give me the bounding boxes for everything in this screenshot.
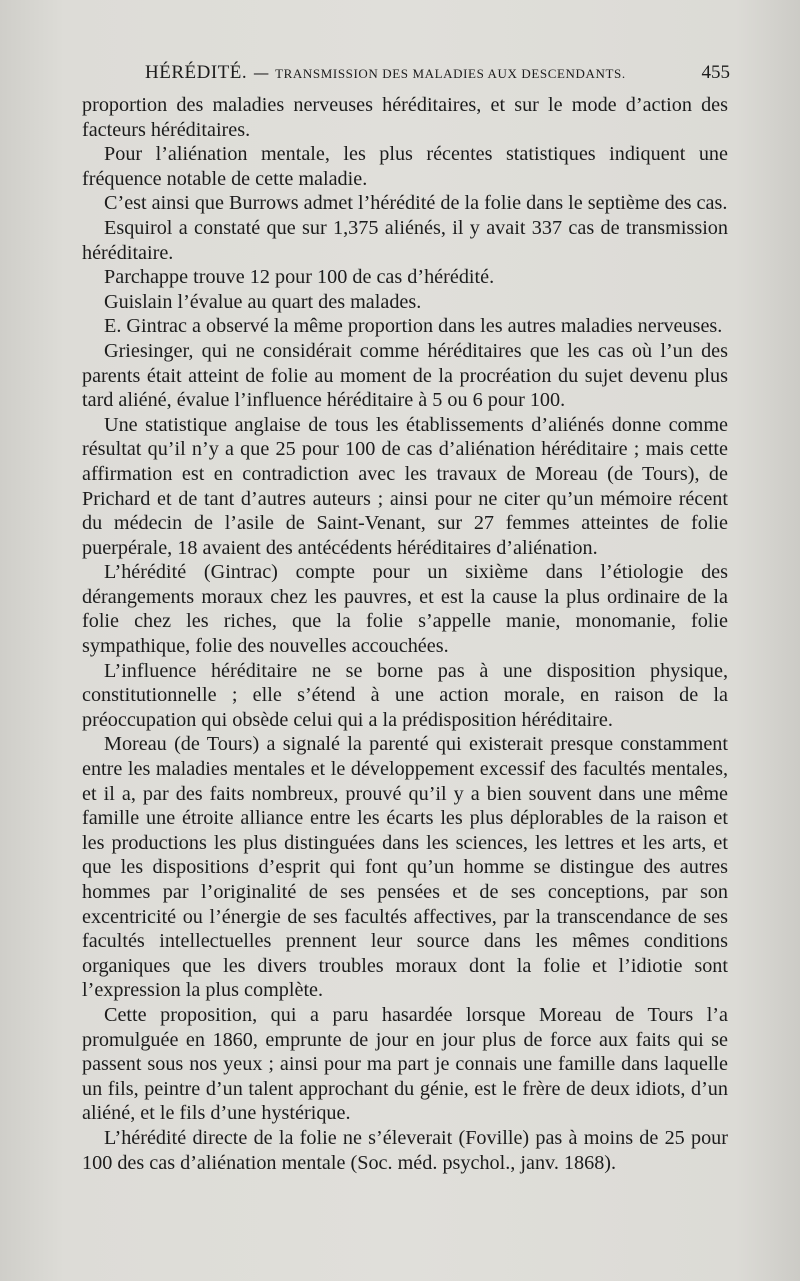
paragraph: proportion des maladies nerveuses héréditaires, et sur le mode d’action des facteurs héréditaires.	[82, 94, 728, 141]
paragraph: E. Gintrac a observé la même proportion dans les autres maladies nerveuses.	[104, 315, 723, 338]
paragraph: Esquirol a constaté que sur 1,375 aliénés, il y avait 337 cas de transmission héréditaire.	[82, 216, 728, 264]
paragraph: Pour l’aliénation mentale, les plus récentes statistiques indiquent une fréquence notable de cette maladie.	[82, 143, 728, 190]
paragraph: L’hérédité (Gintrac) compte pour un sixième dans l’étiologie des dérangements moraux chez les pauvres, et est la cause la plus ordinaire de la folie chez les riches, que la folie s’appelle manie, monomanie, folie sympathique, folie des nouvelles accouchées.	[82, 561, 728, 658]
header-dash: —	[253, 63, 270, 82]
paragraph: L’hérédité directe de la folie ne s’éleverait (Foville) pas à moins de 25 pour 100 des cas d’aliénation mentale (Soc. méd. psychol., janv. 1868).	[82, 1126, 728, 1174]
body-text	[82, 93, 728, 1175]
header-subtitle: TRANSMISSION DES MALADIES AUX DESCENDANTS.	[275, 66, 626, 81]
page-number: 455	[701, 62, 730, 83]
running-title: HÉRÉDITÉ.	[145, 62, 248, 83]
paragraph: Parchappe trouve 12 pour 100 de cas d’hérédité.	[104, 266, 495, 289]
paragraph: Moreau (de Tours) a signalé la parenté qui existerait presque constamment entre les maladies mentales et le développement excessif des facultés mentales, et il a, par des faits nombreux, prouvé qu’il y a bien souvent dans une même famille une étroite alliance entre les écarts les plus déplorables de la raison et les productions les plus distinguées dans les sciences, les lettres et les arts, et que les dispositions d’esprit qui font qu’un homme se distingue des autres hommes par l’originalité de ses pensées et de ses conceptions, par son excentricité ou l’énergie de ses facultés affectives, par la transcendance de ses facultés intellectuelles prennent leur source dans les mêmes conditions organiques que les divers troubles moraux dont la folie et l’idiotie sont l’expression la plus complète.	[82, 733, 728, 1002]
paragraph: Griesinger, qui ne considérait comme héréditaires que les cas où l’un des parents était atteint de folie au moment de la procréation du sujet devenu plus tard aliéné, évalue l’influence héréditaire à 5 ou 6 pour 100.	[82, 339, 728, 412]
paragraph: Guislain l’évalue au quart des malades.	[104, 290, 422, 313]
paragraph: Une statistique anglaise de tous les établissements d’aliénés donne comme résultat qu’il n’y a que 25 pour 100 de cas d’aliénation héréditaire ; mais cette affirmation est en contradiction avec les travaux de Moreau (de Tours), de Prichard et de tant d’autres auteurs ; ainsi pour ne citer qu’un mémoire récent du médecin de l’asile de Saint-Venant, sur 27 femmes atteintes de folie puerpérale, 18 avaient des antécédents héréditaires d’aliénation.	[82, 413, 728, 559]
paragraph: Cette proposition, qui a paru hasardée lorsque Moreau de Tours l’a promulguée en 1860, emprunte de jour en jour plus de force aux faits qui se passent sous nos yeux ; ainsi pour ma part je connais une famille dans laquelle un fils, peintre d’un talent approchant du génie, est le frère de deux idiots, d’un aliéné, et le fils d’une hystérique.	[82, 1003, 728, 1125]
paragraph: L’influence héréditaire ne se borne pas à une disposition physique, constitutionnelle ; elle s’étend à une action morale, en raison de la préoccupation qui obsède celui qui a la prédisposition héréditaire.	[82, 659, 728, 731]
paragraph: C’est ainsi que Burrows admet l’hérédité de la folie dans le septième des cas.	[104, 192, 728, 215]
page-header	[145, 60, 730, 86]
